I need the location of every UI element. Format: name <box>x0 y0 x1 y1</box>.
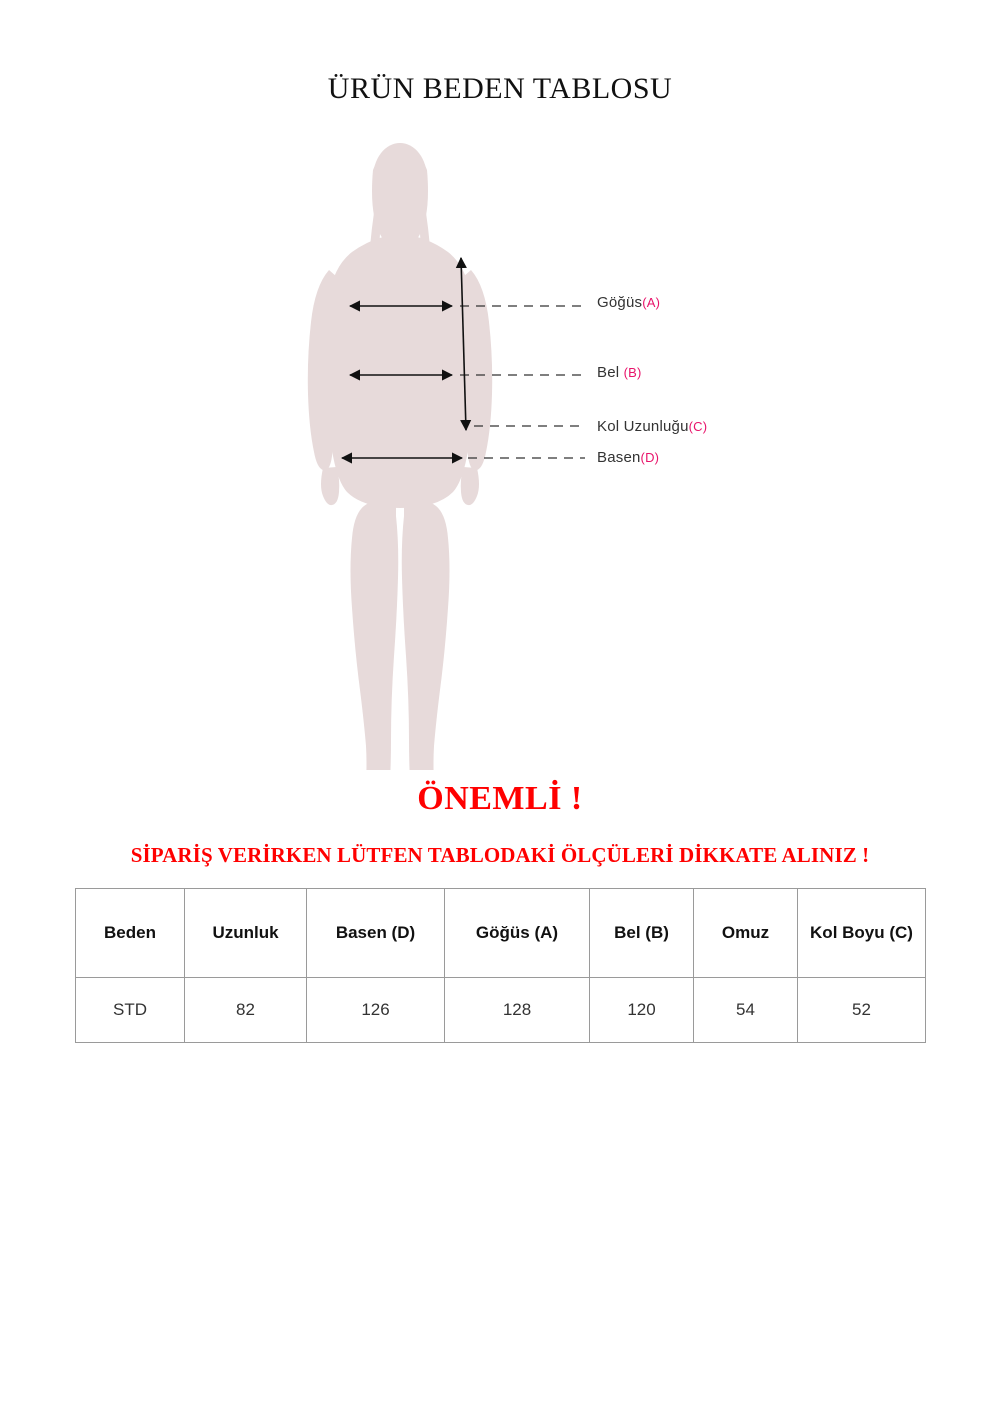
table-header-cell: Basen (D) <box>307 889 445 978</box>
label-sleeve-text: Kol Uzunluğu <box>597 418 689 435</box>
table-row <box>76 978 926 1043</box>
table-header-cell: Bel (B) <box>590 889 694 978</box>
label-chest <box>597 294 660 311</box>
label-waist-text: Bel <box>597 364 624 381</box>
table-cell: 128 <box>445 978 590 1043</box>
silhouette-shape <box>308 143 492 770</box>
label-chest-text: Göğüs <box>597 294 643 311</box>
table-header-cell: Kol Boyu (C) <box>798 889 926 978</box>
size-table <box>75 888 926 1043</box>
label-chest-code: (A) <box>642 295 661 310</box>
table-header-row <box>76 889 926 978</box>
label-hip-code: (D) <box>640 450 660 465</box>
size-chart-figure <box>0 130 1000 770</box>
label-sleeve <box>597 418 707 435</box>
table-header-cell: Uzunluk <box>185 889 307 978</box>
label-hip-text: Basen <box>597 449 641 466</box>
label-sleeve-code: (C) <box>688 419 708 434</box>
label-hip <box>597 449 659 466</box>
table-header-cell: Göğüs (A) <box>445 889 590 978</box>
page-title: ÜRÜN BEDEN TABLOSU <box>327 72 673 105</box>
table-cell: 126 <box>307 978 445 1043</box>
female-silhouette-diagram <box>0 130 1000 770</box>
table-cell: 52 <box>798 978 926 1043</box>
table-cell: 120 <box>590 978 694 1043</box>
table-cell: 54 <box>694 978 798 1043</box>
table-cell: STD <box>76 978 185 1043</box>
table-header-cell: Omuz <box>694 889 798 978</box>
table-header-cell: Beden <box>76 889 185 978</box>
important-notice-headline: ÖNEMLİ ! <box>417 780 583 817</box>
table-cell: 82 <box>185 978 307 1043</box>
size-table-container <box>75 888 925 1043</box>
important-notice-subline: SİPARİŞ VERİRKEN LÜTFEN TABLODAKİ ÖLÇÜLERİ DİKKATE ALINIZ ! <box>130 843 870 867</box>
label-waist <box>597 364 642 381</box>
label-waist-code: (B) <box>623 365 642 380</box>
